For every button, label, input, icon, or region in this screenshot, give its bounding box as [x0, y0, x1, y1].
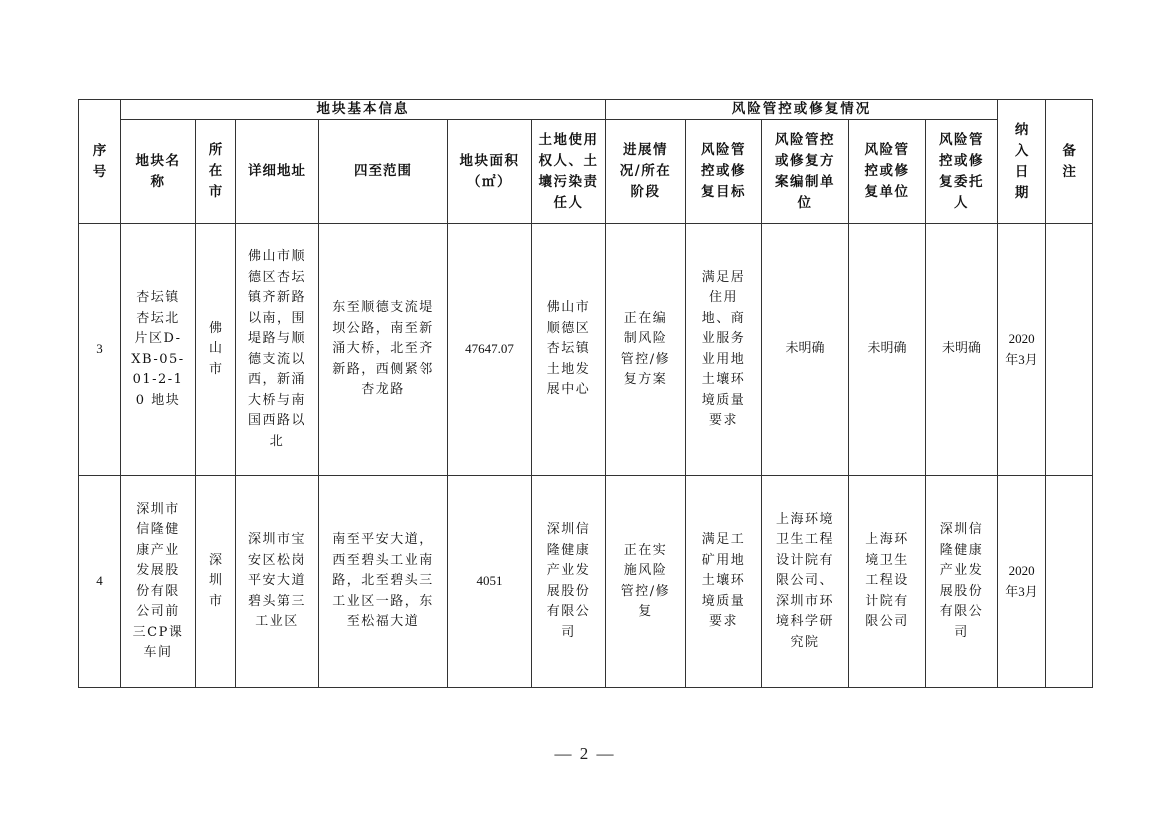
cell-executing-unit: 上海环境卫生工程设计院有限公司 [849, 476, 926, 688]
cell-boundaries: 东至顺德支流堤坝公路，南至新涌大桥，北至齐新路，西侧紧邻杏龙路 [319, 224, 448, 476]
header-basic-info: 地块基本信息 [121, 100, 606, 120]
cell-city: 深圳市 [196, 476, 236, 688]
cell-plan-unit: 未明确 [762, 224, 849, 476]
header-client: 风险管控或修复委托人 [926, 120, 998, 224]
cell-city: 佛山市 [196, 224, 236, 476]
header-remarks: 备注 [1046, 100, 1093, 224]
header-site-name: 地块名称 [121, 120, 196, 224]
header-responsible-party: 土地使用权人、土壤污染责任人 [532, 120, 606, 224]
cell-client: 深圳信隆健康产业发展股份有限公司 [926, 476, 998, 688]
header-target: 风险管控或修复目标 [686, 120, 762, 224]
column-header-row [79, 120, 1093, 224]
cell-progress: 正在编制风险管控/修复方案 [606, 224, 686, 476]
cell-area: 47647.07 [448, 224, 532, 476]
cell-target: 满足工矿用地土壤环境质量要求 [686, 476, 762, 688]
page-number: — 2 — [554, 744, 616, 763]
cell-seq: 4 [79, 476, 121, 688]
cell-plan-unit: 上海环境卫生工程设计院有限公司、深圳市环境科学研究院 [762, 476, 849, 688]
header-boundaries: 四至范围 [319, 120, 448, 224]
cell-inclusion-date: 2020年3月 [998, 476, 1046, 688]
group-header-row [79, 100, 1093, 120]
header-inclusion-date: 纳入日期 [998, 100, 1046, 224]
cell-site-name: 深圳市信隆健康产业发展股份有限公司前三CP课车间 [121, 476, 196, 688]
cell-area: 4051 [448, 476, 532, 688]
header-area: 地块面积（㎡） [448, 120, 532, 224]
cell-address: 深圳市宝安区松岗平安大道碧头第三工业区 [236, 476, 319, 688]
cell-progress: 正在实施风险管控/修复 [606, 476, 686, 688]
table-row [79, 476, 1093, 688]
header-address: 详细地址 [236, 120, 319, 224]
header-executing-unit: 风险管控或修复单位 [849, 120, 926, 224]
cell-remarks [1046, 476, 1093, 688]
cell-target: 满足居住用地、商业服务业用地土壤环境质量要求 [686, 224, 762, 476]
cell-address: 佛山市顺德区杏坛镇齐新路以南，围堤路与顺德支流以西，新涌大桥与南国西路以北 [236, 224, 319, 476]
cell-responsible-party: 深圳信隆健康产业发展股份有限公司 [532, 476, 606, 688]
header-progress: 进展情况/所在阶段 [606, 120, 686, 224]
cell-client: 未明确 [926, 224, 998, 476]
cell-seq: 3 [79, 224, 121, 476]
header-seq: 序号 [79, 100, 121, 224]
cell-responsible-party: 佛山市顺德区杏坛镇土地发展中心 [532, 224, 606, 476]
header-risk-control: 风险管控或修复情况 [606, 100, 998, 120]
header-plan-unit: 风险管控或修复方案编制单位 [762, 120, 849, 224]
cell-remarks [1046, 224, 1093, 476]
cell-executing-unit: 未明确 [849, 224, 926, 476]
cell-inclusion-date: 2020年3月 [998, 224, 1046, 476]
cell-site-name: 杏坛镇杏坛北片区D-XB-05-01-2-10 地块 [121, 224, 196, 476]
table-row [79, 224, 1093, 476]
header-city: 所在市 [196, 120, 236, 224]
cell-boundaries: 南至平安大道，西至碧头工业南路，北至碧头三工业区一路，东至松福大道 [319, 476, 448, 688]
contaminated-sites-table [78, 99, 1093, 688]
